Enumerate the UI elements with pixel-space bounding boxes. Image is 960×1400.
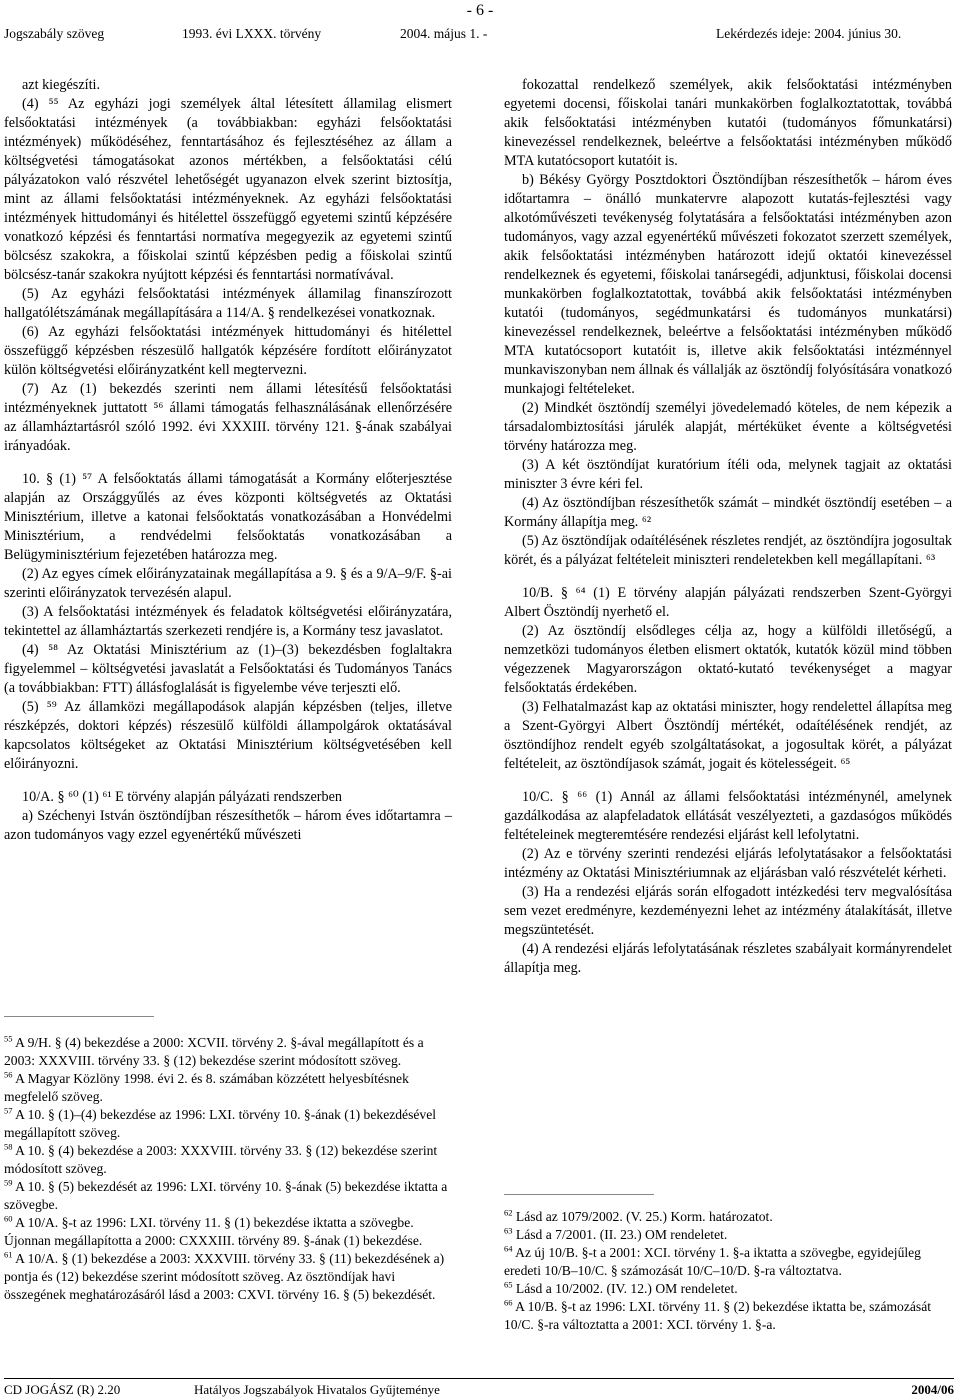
left-column-paragraph: (4) ⁵⁸ Az Oktatási Minisztérium az (1)–(3) bekezdésben foglaltakra figyelemmel – költségvetési javaslatát a Felsőoktatási és Tudományos Tanács (a továbbiakban: FTT) állásfoglalását is figyelembe véve terjeszti elő. [4,642,452,696]
left-column-paragraph: (2) Az egyes címek előirányzatainak megállapítása a 9. § és a 9/A–9/F. §-ai szerinti előirányzatok tervezésén alapul. [4,566,452,601]
footnote-number: 57 [4,1105,13,1116]
footer-collection: Hatályos Jogszabályok Hivatalos Gyűjteménye [194,1382,440,1397]
left-column-paragraph: (7) Az (1) bekezdés szerinti nem állami létesítésű felsőoktatási intézményeknek juttatott ⁵⁶ állami támogatás felhasználásának ellenőrzésére az államháztartásról szóló 1992. évi XXXIII. törvény 121. §-ának szabályai irányadóak. [4,381,452,454]
footnote-text: A 10/B. §-t az 1996: LXI. törvény 11. § (2) bekezdése iktatta be, számozását 10/C. §-ra változtatta a 2001: XCI. törvény 1. §-a. [504,1299,932,1332]
footnote-text: Lásd a 10/2002. (IV. 12.) OM rendeletet. [512,1281,738,1296]
header-state-date: 2004. május 1. - [400,26,488,41]
right-footnotes [504,1208,952,1334]
footnote-number: 56 [4,1069,13,1080]
right-column-paragraph: (5) Az ösztöndíjak odaítélésének részletes rendjét, az ösztöndíjra jogosultak körét, és a pályázat feltételeit miniszteri rendeletekben kell megállapítani. ⁶³ [504,533,952,568]
footnote [4,1142,452,1178]
footnote-number: 61 [4,1249,13,1260]
footnote [4,1034,452,1070]
footnote-number: 59 [4,1177,13,1188]
footnote-text: A 10/A. §-t az 1996: LXI. törvény 11. § (1) bekezdése iktatta a szövegbe. Újonnan megállapította a 2000: CXXXIII. törvény 89. §-ának (1) bekezdése. [4,1215,423,1248]
footnote [4,1250,452,1304]
footnote-text: Lásd a 7/2001. (II. 23.) OM rendeletet. [512,1227,728,1242]
right-column-paragraph: (3) A két ösztöndíjat kuratórium ítéli oda, melynek tagjait az oktatási miniszter 3 évre kéri fel. [504,457,952,492]
page-number: - 6 - [466,2,494,19]
right-column-paragraph: (4) Az ösztöndíjban részesíthetők számát – mindkét ösztöndíj esetében – a Kormány állapítja meg. ⁶² [504,495,952,530]
left-footnotes [4,1034,452,1304]
left-column-paragraph: 10/A. § ⁶⁰ (1) ⁶¹ E törvény alapján pályázati rendszerben [22,789,343,805]
header-document-type: Jogszabály szöveg [4,26,105,41]
right-column-paragraph: (3) Ha a rendezési eljárás során elfogadott intézkedési terv megvalósítása sem vezet eredményre, kezdeményezni lehet az intézmény átalakítását, illetve megszüntetését. [504,884,952,938]
header-law-title: 1993. évi LXXX. törvény [182,26,322,41]
footnote-number: 65 [504,1279,513,1290]
left-column-paragraph: (5) ⁵⁹ Az államközi megállapodások alapján képzésben (teljes, illetve részképzés, doktori képzés) részesülő külföldi állampolgárok oktatásával kapcsolatos költségeket az Oktatási Minisztérium költségvetésében kell előirányozni. [4,699,452,772]
footnote-number: 66 [504,1297,513,1308]
right-column-paragraph: (2) Az e törvény szerinti rendezési eljárás lefolytatásakor a felsőoktatási intézmény az Oktatási Minisztériumnak az eljárásban való részvételét kérheti. [504,846,952,881]
right-column-paragraph: (4) A rendezési eljárás lefolytatásának részletes szabályait kormányrendelet állapítja meg. [504,941,952,976]
footnote-number: 60 [4,1213,13,1224]
footnote [4,1106,452,1142]
right-column-paragraph: fokozattal rendelkező személyek, akik felsőoktatási intézményben egyetemi docensi, főiskolai tanári munkakörben foglalkoztatottak, továbbá akik felsőoktatási intézményben kutatói (tudományos főmunkatársi) kinevezéssel rendelkeznek, beleértve a felsőoktatási intézményben működő MTA kutatócsoport kutatóit is. [504,77,952,169]
footnote [4,1070,452,1106]
footnote-text: A 10. § (5) bekezdését az 1996: LXI. törvény 10. §-ának (5) bekezdése iktatta a szövegbe. [4,1179,448,1212]
footnote [504,1208,952,1226]
footnote [504,1244,952,1280]
footnote-number: 55 [4,1033,13,1044]
left-column-paragraph: 10. § (1) ⁵⁷ A felsőoktatás állami támogatását a Kormány előterjesztése alapján az Országgyűlés az éves központi költségvetés az Oktatási Minisztérium, illetve a katonai felsőoktatás vonatkozásában a Honvédelmi Minisztérium, a rendvédelmi felsőoktatás vonatkozásában a Belügyminisztérium fejezetében határozza meg. [4,471,452,563]
footnote [4,1178,452,1214]
left-text-column [4,76,452,845]
footer-issue: 2004/06 [911,1382,954,1397]
page-footer [0,1378,960,1398]
footer-rule [4,1378,954,1379]
footnote-text: A 10/A. § (1) bekezdése a 2003: XXXVIII. törvény 33. § (11) bekezdésének a) pontja és (12) bekezdése szerint módosított szöveg. Az ösztöndíjak havi összegének meghatározásáról lásd a 2003: CXVI. törvény 16. § (5) bekezdését. [4,1251,445,1302]
footnote-text: A 10. § (1)–(4) bekezdése az 1996: LXI. törvény 10. §-ának (1) bekezdésével megállapított szöveg. [4,1107,437,1140]
footnote-text: A 10. § (4) bekezdése a 2003: XXXVIII. törvény 33. § (12) bekezdése szerint módosított szöveg. [4,1143,438,1176]
footnote-text: A 9/H. § (4) bekezdése a 2000: XCVII. törvény 2. §-ával megállapított és a 2003: XXXVIII. törvény 33. § (12) bekezdése szerint módosított szöveg. [4,1035,424,1068]
left-column-paragraph: a) Széchenyi István ösztöndíjban részesíthetők – három éves időtartamra – azon tudományos vagy ezzel egyenértékű művészeti [4,808,452,843]
footnote [504,1280,952,1298]
right-column-paragraph: 10/B. § ⁶⁴ (1) E törvény alapján pályázati rendszerben Szent-Györgyi Albert Ösztöndíj nyerhető el. [504,585,952,620]
left-column-paragraph: (4) ⁵⁵ Az egyházi jogi személyek által létesített államilag elismert felsőoktatási intézmények (a továbbiakban: egyházi felsőoktatási intézmények) működéséhez, fenntartásához és fejlesztéséhez az állam a költségvetési támogatásokat azonos mértékben, a felsőoktatási célú pályázatokon való részvétel lehetőségét ugyanazon elvek szerint biztosítja, mint az állami felsőoktatási intézményeknek. Az egyházi felsőoktatási intézmények hittudományi és hitélettel összefüggő egyetemi szintű képzésére vonatkozó képzési és fenntartási normatíva megegyezik az egyetemi szintű bölcsész szakokra, a főiskolai szintű képzésben pedig a főiskolai szintű bölcsész-tanár szakokra nyújtott képzési és fenntartási normatívával. [4,96,452,283]
left-footnote-rule [4,1016,154,1017]
footer-product: CD JOGÁSZ (R) 2.20 [4,1382,121,1397]
footnote-number: 62 [504,1207,513,1218]
footnote-text: Az új 10/B. §-t a 2001: XCI. törvény 1. §-a iktatta a szövegbe, egyidejűleg eredeti 10/B–10/C. § számozását 10/C–10/D. §-ra változtatva. [504,1245,921,1278]
right-footnote-rule [504,1194,654,1195]
right-column-paragraph: b) Békésy György Posztdoktori Ösztöndíjban részesíthetők – három éves időtartamra – önálló munkatervre alapozott kutatás-fejlesztési vagy alkotóművészeti tevékenység folytatására a felsőoktatási intézményben azon tudományos, vagy azzal egyenértékű művészeti fokozatot szerzett személyek, akik felsőoktatási intézményben határozott idejű oktatói kinevezéssel rendelkeznek és egyetemi, főiskolai tanársegédi, adjunktusi, főiskolai docensi munkakörben foglalkoztatottak, továbbá akik felsőoktatási intézményben kutatói (tudományos, segédmunkatársi és tudományos munkatársi) kinevezéssel rendelkeznek, beleértve a felsőoktatási intézményben működő MTA kutatócsoport kutatóit is, illetve akik felsőoktatási intézménnyel munkaviszonyban nem állnak és vállalják az ösztöndíj folyósítására vonatkozó munkajogi feltételeket. [504,172,952,397]
footnote [504,1298,952,1334]
header-query-date: Lekérdezés ideje: 2004. június 30. [716,26,902,41]
footnote [504,1226,952,1244]
footnote-text: A Magyar Közlöny 1998. évi 2. és 8. számában közzétett helyesbítésnek megfelelő szöveg. [4,1071,409,1104]
left-column-paragraph: azt kiegészíti. [22,77,100,93]
footnote-number: 64 [504,1243,513,1254]
right-column-paragraph: (2) Mindkét ösztöndíj személyi jövedelemadó köteles, de nem képezik a társadalombiztosítási járulék alapját, mértéküket évente a költségvetési törvény határozza meg. [504,400,952,454]
right-text-column [504,76,952,978]
left-column-paragraph: (6) Az egyházi felsőoktatási intézmények hittudományi és hitélettel összefüggő képzésben részesülő hallgatók képzésére fordított előirányzatot külön költségvetési előirányzatként kell megtervezni. [4,324,452,378]
footnote [4,1214,452,1250]
left-column-paragraph: (3) A felsőoktatási intézmények és feladatok költségvetési előirányzatára, tekintettel az államháztartás szerkezeti rendjére is, a Kormány tesz javaslatot. [4,604,452,639]
footnote-number: 63 [504,1225,513,1236]
left-column-paragraph: (5) Az egyházi felsőoktatási intézmények államilag finanszírozott hallgatólétszámának megállapítására a 114/A. § rendelkezései vonatkoznak. [4,286,452,321]
right-column-paragraph: (3) Felhatalmazást kap az oktatási miniszter, hogy rendelettel állapítsa meg a Szent-Györgyi Albert Ösztöndíj mértékét, odaítélésének rendjét, az ösztöndíjhoz rendelt egyéb szolgáltatásokat, a jogosultak körét, a pályázat feltételeit, az ösztöndíjasok számát, jogait és kötelességeit. ⁶⁵ [504,699,952,772]
footnote-text: Lásd az 1079/2002. (V. 25.) Korm. határozatot. [512,1209,773,1224]
right-column-paragraph: 10/C. § ⁶⁶ (1) Annál az állami felsőoktatási intézménynél, amelynek gazdálkodása az alapfeladatok ellátását veszélyezteti, a gazdasógos működés feltételeinek megteremtésére rendezési eljárást kell lefolytatni. [504,789,952,843]
right-column-paragraph: (2) Az ösztöndíj elsődleges célja az, hogy a külföldi illetőségű, a nemzetközi tudományos életben elismert oktatók, kutatók közül mind többen végezzenek Magyarországon oktató-kutató tevékenységet a magyar felsőoktatás érdekében. [504,623,952,696]
footnote-number: 58 [4,1141,13,1152]
